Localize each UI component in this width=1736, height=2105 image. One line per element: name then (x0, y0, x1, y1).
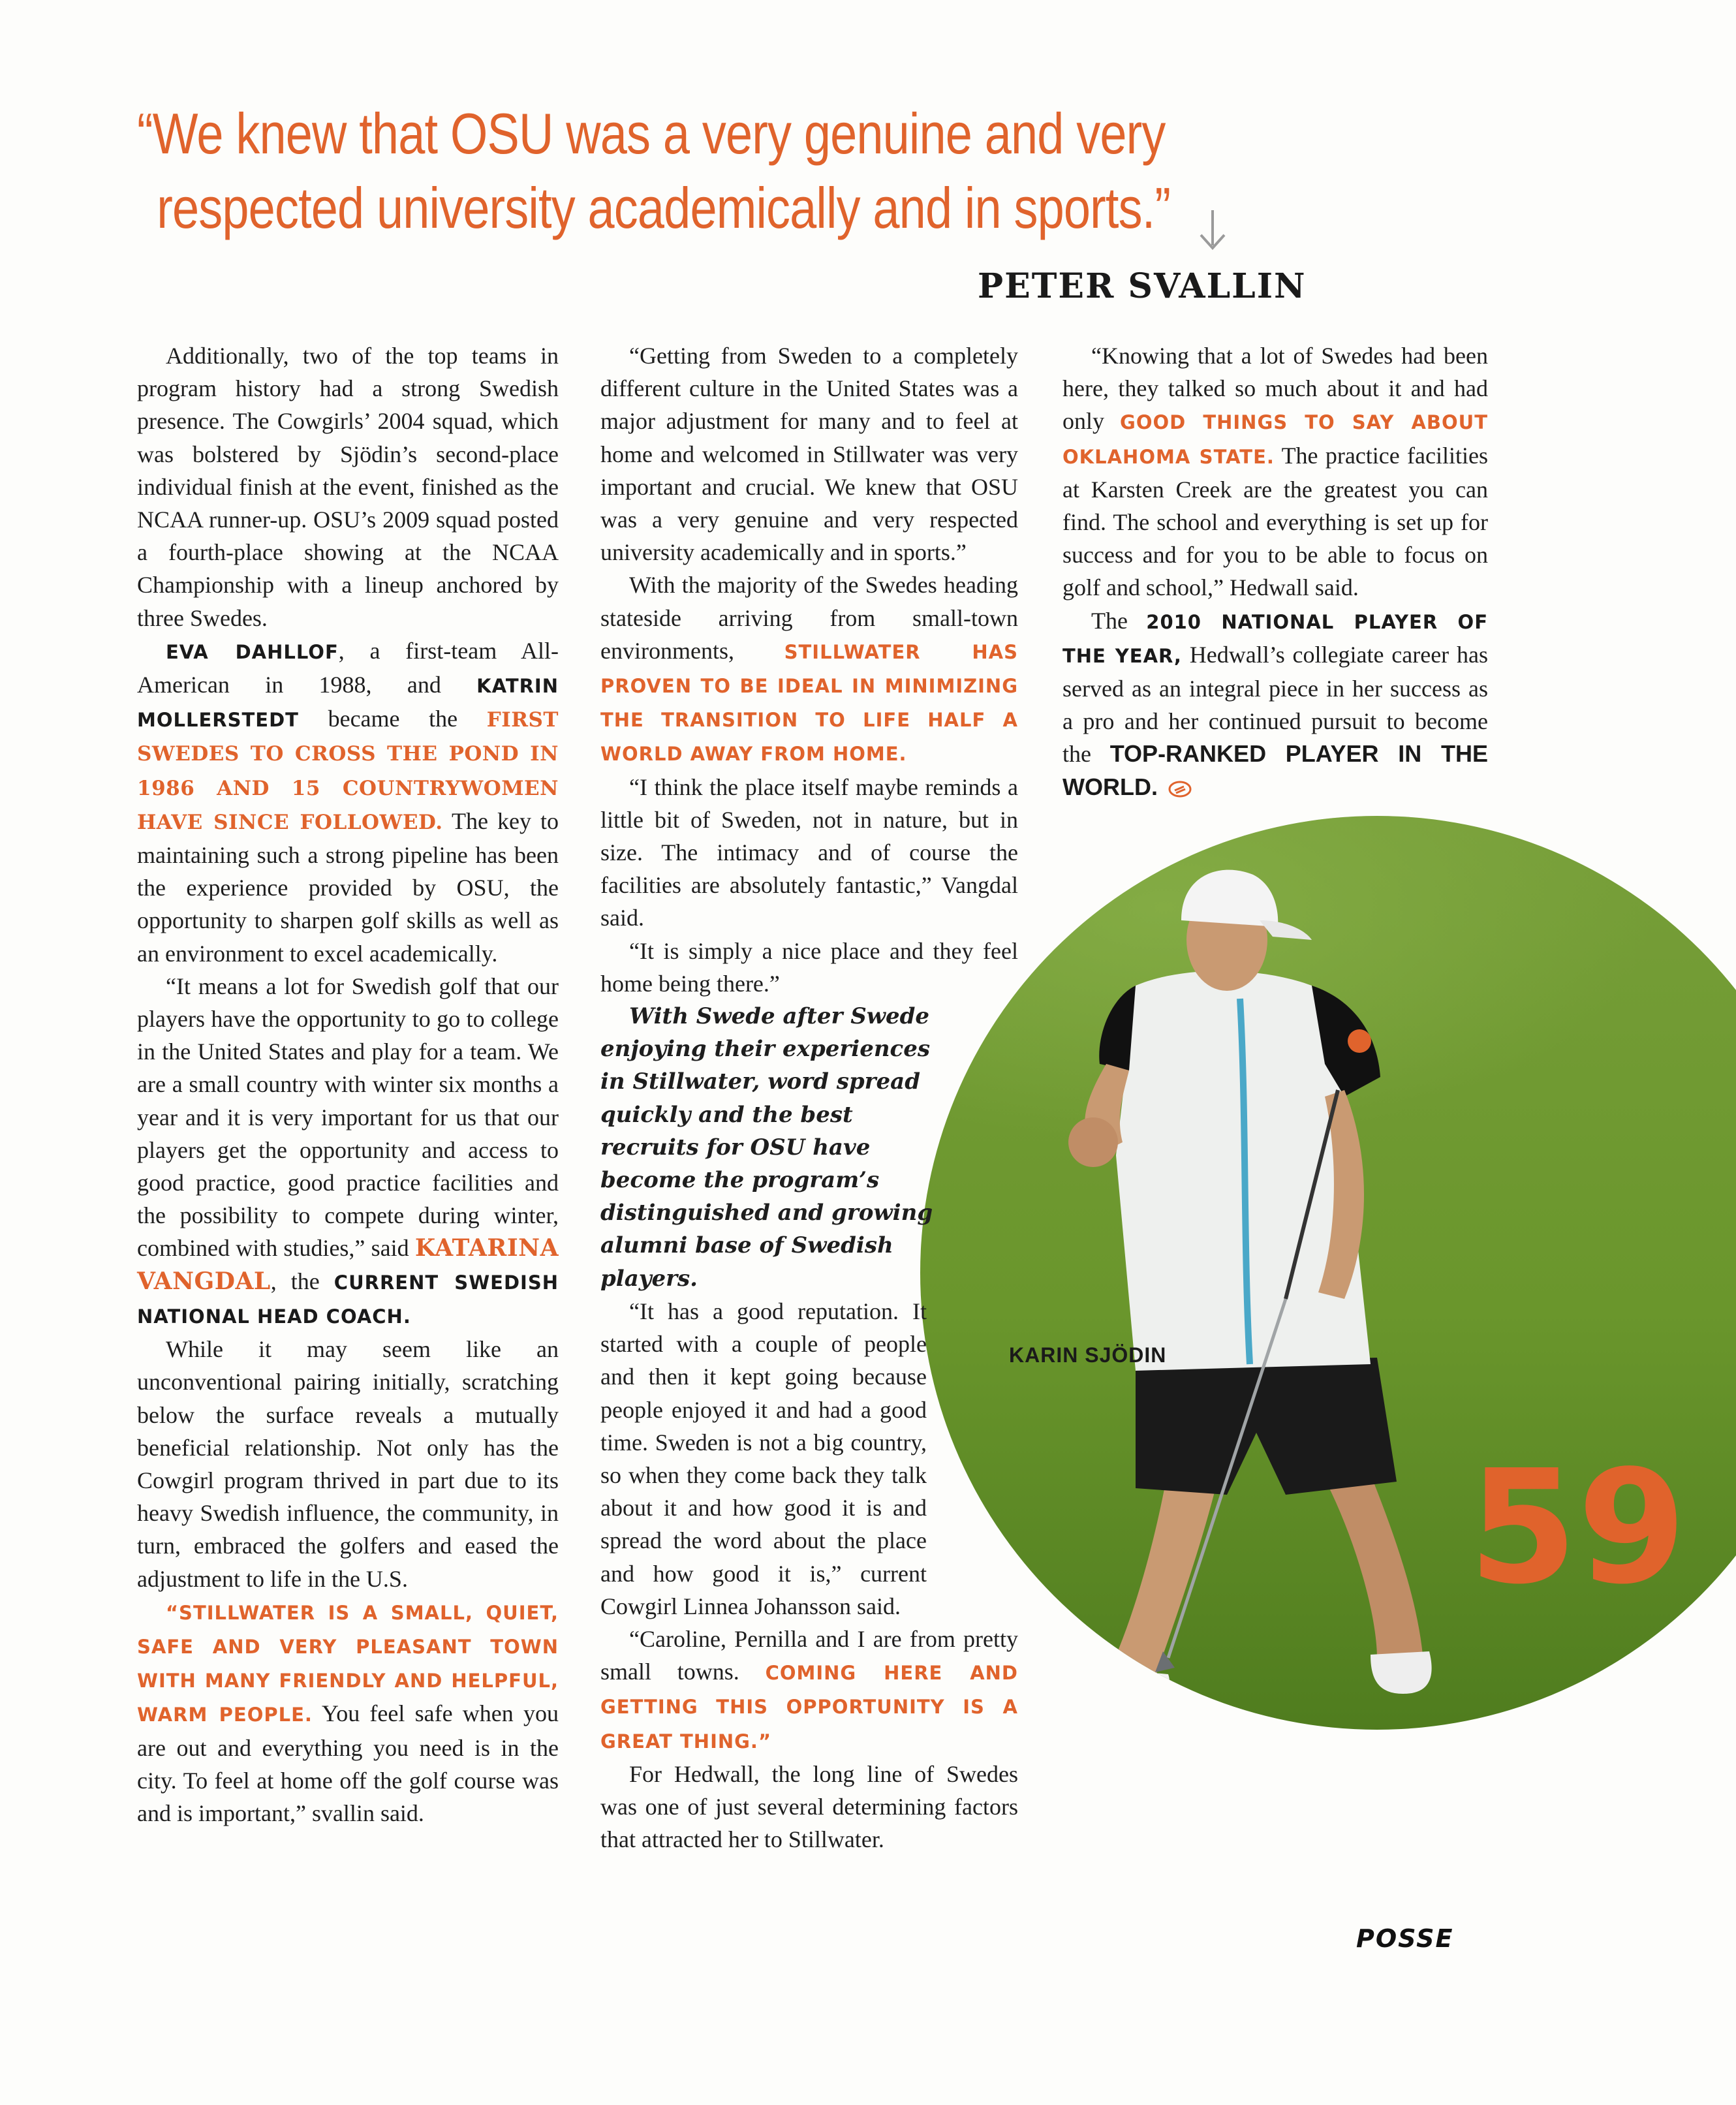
title-highlight: 2010 NATIONAL PLAYER OF THE YEAR, (1062, 610, 1489, 667)
paragraph: “It has a good reputation. It started with a couple of people and then it kept going because people enjoyed it and had a good time. Sweden is not a big country, so when they come back they talk about it and how good it is and spread the word about the place and how good it is,” current Cowgirl Linnea Johansson said. (600, 1298, 927, 1619)
fact-highlight: GOOD THINGS TO SAY ABOUT OKLAHOMA STATE. (1062, 411, 1488, 468)
name-highlight: KATRIN MOLLERSTEDT (137, 675, 559, 732)
paragraph: Additionally, two of the top teams in program history had a strong Swedish presence. The Cowgirls’ 2004 squad, which was bolstered by Sjödin’s second-place individual finish at the event, finished as the NCAA runner-up. OSU’s 2009 squad posted a fourth-place showing at the NCAA Championship with a lineup anchored by three Swedes. (137, 343, 559, 631)
paragraph: For Hedwall, the long line of Swedes was one of just several determining factors that attracted her to Stillwater. (600, 1760, 1018, 1853)
pull-quote (137, 97, 1171, 245)
paragraph: “Knowing that a lot of Swedes had been here, they talked so much about it and had only GOOD THINGS TO SAY ABOUT OKLAHOMA STATE. The practice facilities at Karsten Creek are the greatest you can find. The school and everything is set up for success and for you to be able to focus on golf and school,” Hedwall said. (1062, 343, 1488, 601)
paragraph: “STILLWATER IS A SMALL, QUIET, SAFE AND VERY PLEASANT TOWN WITH MANY FRIENDLY AND HELPFUL, WARM PEOPLE. You feel safe when you are out and everything you need is in the city. To feel at home off the golf course was and is important,” svallin said. (137, 1601, 559, 1826)
goal-highlight: TOP-RANKED PLAYER IN THE WORLD. (1062, 740, 1488, 800)
page-number: 59 (1468, 1436, 1686, 1619)
paragraph: EVA DAHLLOF, a first-team All-American in 1988, and KATRIN MOLLERSTEDT became the FIRST SWEDES TO CROSS THE POND IN 1986 AND 15 COUNTRYWOMEN HAVE SINCE FOLLOWED. The key to maintaining such a strong pipeline has been the experience provided by OSU, the opportunity to sharpen golf skills as well as an environment to excel academically. (137, 637, 559, 967)
pull-quote-line-2: respected university academically and in sports.” (157, 176, 1171, 240)
fact-highlight: FIRST SWEDES TO CROSS THE POND IN 1986 AND 15 COUNTRYWOMEN HAVE SINCE FOLLOWED. (137, 708, 559, 834)
paragraph: “Caroline, Pernilla and I are from pretty small towns. COMING HERE AND GETTING THIS OPPORTUNITY IS A GREAT THING.” (600, 1625, 1018, 1753)
article-column-2 (600, 339, 1018, 1856)
paragraph: The 2010 NATIONAL PLAYER OF THE YEAR, Hedwall’s collegiate career has served as an integral piece in her success as a pro and her continued pursuit to become the TOP-RANKED PLAYER IN THE WORLD. (1062, 607, 1489, 800)
osu-brand-icon (1167, 780, 1193, 798)
name-highlight: EVA DAHLLOF (166, 640, 339, 663)
quote-highlight: “STILLWATER IS A SMALL, QUIET, SAFE AND VERY PLEASANT TOWN WITH MANY FRIENDLY AND HELPFUL, WARM PEOPLE. (137, 1601, 559, 1726)
paragraph: “It is simply a nice place and they feel home being there.” (600, 937, 1018, 997)
pull-quote-line-1: “We knew that OSU was a very genuine and very (137, 101, 1166, 166)
magazine-brand: POSSE (1356, 1924, 1454, 1953)
fact-highlight: STILLWATER HAS PROVEN TO BE IDEAL IN MINIMIZING THE TRANSITION TO LIFE HALF A WORLD AWAY FROM HOME. (600, 640, 1018, 766)
name-highlight: KATARINA VANGDAL (137, 1234, 559, 1295)
down-arrow-icon (1193, 208, 1232, 253)
article-column-3 (1062, 339, 1488, 803)
paragraph: With the majority of the Swedes heading stateside arriving from small-town environments, STILLWATER HAS PROVEN TO BE IDEAL IN MINIMIZING THE TRANSITION TO LIFE HALF A WORLD AWAY FROM HOME. (600, 572, 1018, 766)
article-column-1 (137, 339, 559, 1830)
paragraph: “I think the place itself maybe reminds a little bit of Sweden, not in nature, but in size. The intimacy and of course the facilities are absolutely fantastic,” Vangdal said. (600, 773, 1018, 931)
paragraph: “Getting from Sweden to a completely different culture in the United States was a major adjustment for many and to feel at home and welcomed in Stillwater was very important and crucial. We knew that OSU was a very genuine and very respected university academically and in sports.” (600, 343, 1018, 566)
italic-callout: With Swede after Swede enjoying their experiences in Stillwater, word spread quickly and the best recruits for OSU have become the program’s distinguished and growing alumni base of Swedish players. (600, 1003, 933, 1292)
quote-highlight: COMING HERE AND GETTING THIS OPPORTUNITY IS A GREAT THING.” (600, 1662, 1018, 1753)
title-highlight: CURRENT SWEDISH NATIONAL HEAD COACH. (137, 1271, 559, 1328)
quote-attribution: PETER SVALLIN (978, 266, 1307, 306)
photo-caption: KARIN SJÖDIN (1009, 1343, 1167, 1367)
paragraph: “It means a lot for Swedish golf that our players have the opportunity to go to college in the United States and play for a team. We are a small country with winter six months a year and it is very important for us that our players get the opportunity and access to good practice, good practice facilities and the possibility to compete during winter, combined with studies,” said KATARINA VANGDAL, the CURRENT SWEDISH NATIONAL HEAD COACH. (137, 973, 559, 1328)
paragraph: While it may seem like an unconventional pairing initially, scratching below the surface reveals a mutually beneficial relationship. Not only has the Cowgirl program thrived in part due to its heavy Swedish influence, the community, in turn, embraced the golfers and eased the adjustment to life in the U.S. (137, 1336, 559, 1592)
